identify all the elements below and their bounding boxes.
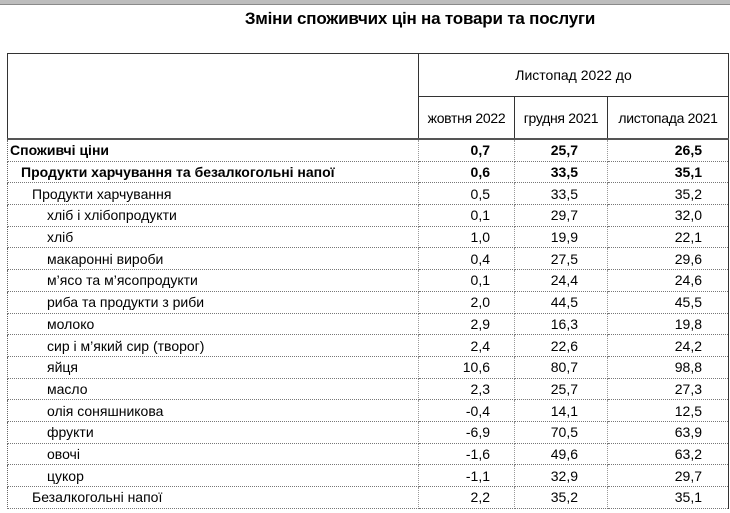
- page-title: Зміни споживчих цін на товари та послуги: [244, 9, 596, 28]
- cell-value: 2,0: [419, 291, 515, 313]
- table-row: [8, 248, 729, 270]
- row-label: олія соняшникова: [8, 400, 419, 422]
- cell-value: 2,3: [419, 378, 515, 400]
- cell-value: -1,6: [419, 443, 515, 465]
- cell-value: 63,9: [608, 421, 729, 443]
- cell-value: 26,5: [608, 139, 729, 161]
- row-label: масло: [8, 378, 419, 400]
- cell-value: 29,7: [608, 465, 729, 487]
- cell-value: 22,6: [515, 335, 608, 357]
- cell-value: 0,1: [419, 270, 515, 292]
- row-label: Продукти харчування та безалкогольні напої: [8, 161, 419, 183]
- row-label: яйця: [8, 356, 419, 378]
- table-row: [8, 356, 729, 378]
- cell-value: 24,2: [608, 335, 729, 357]
- cell-value: -0,4: [419, 400, 515, 422]
- column-header-oct-2022: жовтня 2022: [419, 97, 515, 140]
- row-label: Безалкогольні напої: [8, 487, 419, 509]
- table-row: [8, 421, 729, 443]
- table-row: [8, 205, 729, 227]
- cell-value: 35,1: [608, 487, 729, 509]
- cell-value: 35,1: [608, 161, 729, 183]
- cell-value: 63,2: [608, 443, 729, 465]
- cell-value: 44,5: [515, 291, 608, 313]
- cell-value: 98,8: [608, 356, 729, 378]
- table-row: [8, 465, 729, 487]
- cell-value: 29,7: [515, 205, 608, 227]
- cell-value: 2,9: [419, 313, 515, 335]
- cell-value: -6,9: [419, 421, 515, 443]
- cell-value: 14,1: [515, 400, 608, 422]
- cell-value: -1,1: [419, 465, 515, 487]
- cell-value: 35,2: [515, 487, 608, 509]
- table-row: [8, 313, 729, 335]
- row-label: цукор: [8, 465, 419, 487]
- group-header: Листопад 2022 до: [419, 54, 729, 97]
- row-label: риба та продукти з риби: [8, 291, 419, 313]
- row-label: макаронні вироби: [8, 248, 419, 270]
- cell-value: 10,6: [419, 356, 515, 378]
- price-changes-table: [7, 53, 729, 509]
- cell-value: 80,7: [515, 356, 608, 378]
- cell-value: 19,8: [608, 313, 729, 335]
- cell-value: 27,3: [608, 378, 729, 400]
- cell-value: 2,2: [419, 487, 515, 509]
- table-body: [8, 139, 729, 508]
- cell-value: 32,0: [608, 205, 729, 227]
- row-label: хліб: [8, 226, 419, 248]
- cell-value: 35,2: [608, 183, 729, 205]
- row-label: сир і м’який сир (творог): [8, 335, 419, 357]
- table-row: [8, 335, 729, 357]
- cell-value: 27,5: [515, 248, 608, 270]
- cell-value: 32,9: [515, 465, 608, 487]
- row-label: фрукти: [8, 421, 419, 443]
- column-header-nov-2021: листопада 2021: [608, 97, 729, 140]
- cell-value: 0,7: [419, 139, 515, 161]
- table-row: [8, 183, 729, 205]
- row-label: овочі: [8, 443, 419, 465]
- table-row: [8, 400, 729, 422]
- table-row: [8, 161, 729, 183]
- cell-value: 49,6: [515, 443, 608, 465]
- row-label-header: [8, 54, 419, 140]
- cell-value: 0,1: [419, 205, 515, 227]
- cell-value: 45,5: [608, 291, 729, 313]
- cell-value: 0,6: [419, 161, 515, 183]
- cell-value: 12,5: [608, 400, 729, 422]
- cell-value: 22,1: [608, 226, 729, 248]
- cell-value: 1,0: [419, 226, 515, 248]
- table-row: [8, 487, 729, 509]
- cell-value: 25,7: [515, 139, 608, 161]
- table-row: [8, 443, 729, 465]
- cell-value: 24,6: [608, 270, 729, 292]
- table-row: [8, 139, 729, 161]
- window-top-bar: [0, 0, 730, 5]
- cell-value: 25,7: [515, 378, 608, 400]
- row-label: хліб і хлібопродукти: [8, 205, 419, 227]
- cell-value: 2,4: [419, 335, 515, 357]
- cell-value: 24,4: [515, 270, 608, 292]
- row-label: молоко: [8, 313, 419, 335]
- cell-value: 0,4: [419, 248, 515, 270]
- table-row: [8, 226, 729, 248]
- cell-value: 70,5: [515, 421, 608, 443]
- cell-value: 33,5: [515, 183, 608, 205]
- table-row: [8, 270, 729, 292]
- row-label: Продукти харчування: [8, 183, 419, 205]
- cell-value: 19,9: [515, 226, 608, 248]
- cell-value: 16,3: [515, 313, 608, 335]
- row-label: Споживчі ціни: [8, 139, 419, 161]
- cell-value: 33,5: [515, 161, 608, 183]
- cell-value: 29,6: [608, 248, 729, 270]
- table-row: [8, 378, 729, 400]
- row-label: м’ясо та м’ясопродукти: [8, 270, 419, 292]
- column-header-dec-2021: грудня 2021: [515, 97, 608, 140]
- table-row: [8, 291, 729, 313]
- cell-value: 0,5: [419, 183, 515, 205]
